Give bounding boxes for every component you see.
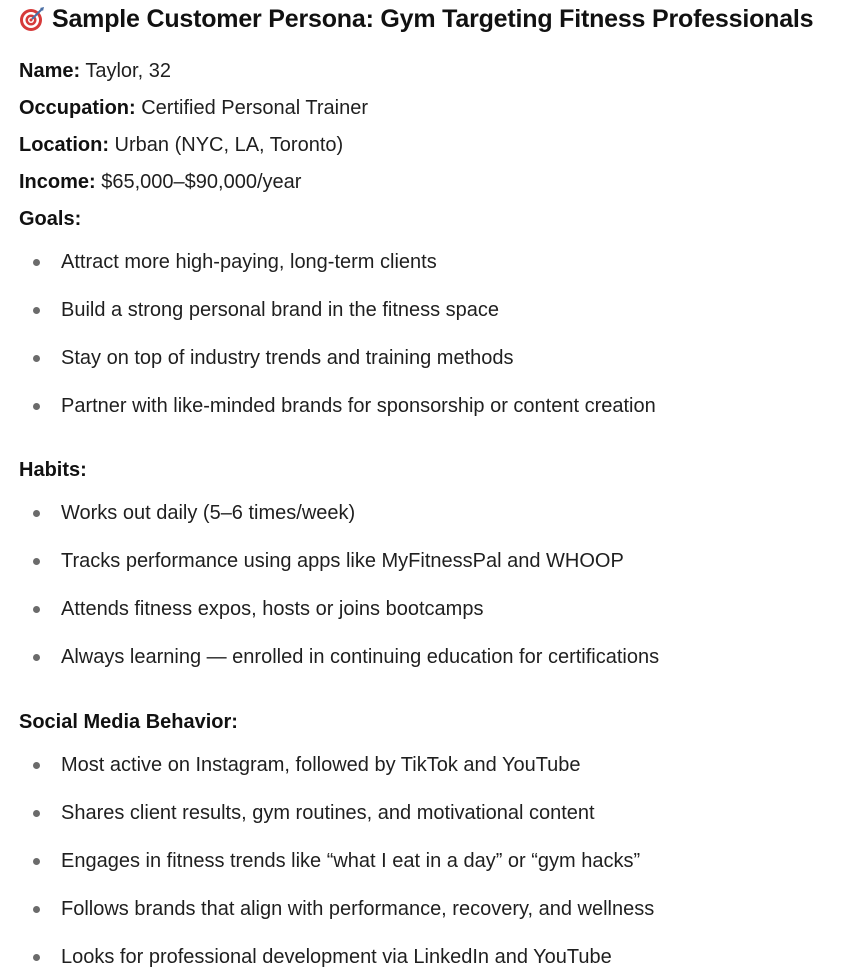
field-label: Location: bbox=[19, 134, 109, 156]
list-item-text: Works out daily (5–6 times/week) bbox=[61, 502, 356, 524]
bullet-icon bbox=[33, 954, 40, 961]
list-item bbox=[19, 633, 848, 681]
list-item-text: Tracks performance using apps like MyFitnessPal and WHOOP bbox=[61, 550, 624, 572]
bullet-icon bbox=[33, 259, 40, 266]
field-location bbox=[19, 127, 848, 164]
list-item bbox=[19, 789, 848, 837]
field-name bbox=[19, 53, 848, 90]
list-item-text: Build a strong personal brand in the fitness space bbox=[61, 299, 500, 321]
bullet-icon bbox=[33, 858, 40, 865]
goals-list bbox=[19, 238, 848, 430]
list-item-text: Most active on Instagram, followed by TikTok and YouTube bbox=[61, 754, 581, 776]
list-item bbox=[19, 286, 848, 334]
page-title-text: Sample Customer Persona: Gym Targeting Fitness Professionals bbox=[52, 4, 814, 33]
list-item-text: Always learning — enrolled in continuing education for certifications bbox=[61, 646, 660, 668]
persona-fields bbox=[19, 53, 848, 201]
list-item-text: Engages in fitness trends like “what I eat in a day” or “gym hacks” bbox=[61, 850, 641, 872]
list-item bbox=[19, 334, 848, 382]
bullet-icon bbox=[33, 355, 40, 362]
habits-list bbox=[19, 489, 848, 681]
field-value: Urban (NYC, LA, Toronto) bbox=[109, 134, 344, 156]
goals-heading: Goals: bbox=[19, 208, 82, 230]
list-item-text: Looks for professional development via LinkedIn and YouTube bbox=[61, 946, 612, 968]
bullet-icon bbox=[33, 906, 40, 913]
list-item-text: Attract more high-paying, long-term clients bbox=[61, 251, 437, 273]
bullet-icon bbox=[33, 510, 40, 517]
field-income bbox=[19, 164, 848, 201]
list-item bbox=[19, 238, 848, 286]
field-value: $65,000–$90,000/year bbox=[95, 171, 302, 193]
list-item bbox=[19, 837, 848, 885]
social-media-list bbox=[19, 741, 848, 976]
list-item bbox=[19, 933, 848, 976]
field-occupation bbox=[19, 90, 848, 127]
list-item bbox=[19, 489, 848, 537]
bullet-icon bbox=[33, 307, 40, 314]
list-item bbox=[19, 537, 848, 585]
target-emoji-icon bbox=[19, 6, 45, 32]
list-item bbox=[19, 885, 848, 933]
list-item-text: Partner with like-minded brands for sponsorship or content creation bbox=[61, 395, 656, 417]
bullet-icon bbox=[33, 762, 40, 769]
list-item-text: Follows brands that align with performance, recovery, and wellness bbox=[61, 898, 655, 920]
field-label: Income: bbox=[19, 171, 96, 193]
bullet-icon bbox=[33, 810, 40, 817]
habits-heading: Habits: bbox=[19, 459, 87, 481]
bullet-icon bbox=[33, 403, 40, 410]
list-item-text: Shares client results, gym routines, and motivational content bbox=[61, 802, 595, 824]
field-label: Name: bbox=[19, 60, 81, 82]
social-media-heading: Social Media Behavior: bbox=[19, 711, 238, 733]
field-value: Taylor, 32 bbox=[80, 60, 171, 82]
page-title bbox=[19, 0, 848, 36]
field-value: Certified Personal Trainer bbox=[135, 97, 368, 119]
bullet-icon bbox=[33, 654, 40, 661]
list-item-text: Attends fitness expos, hosts or joins bootcamps bbox=[61, 598, 484, 620]
list-item bbox=[19, 585, 848, 633]
list-item bbox=[19, 382, 848, 430]
list-item bbox=[19, 741, 848, 789]
bullet-icon bbox=[33, 558, 40, 565]
field-label: Occupation: bbox=[19, 97, 136, 119]
bullet-icon bbox=[33, 606, 40, 613]
list-item-text: Stay on top of industry trends and training methods bbox=[61, 347, 514, 369]
